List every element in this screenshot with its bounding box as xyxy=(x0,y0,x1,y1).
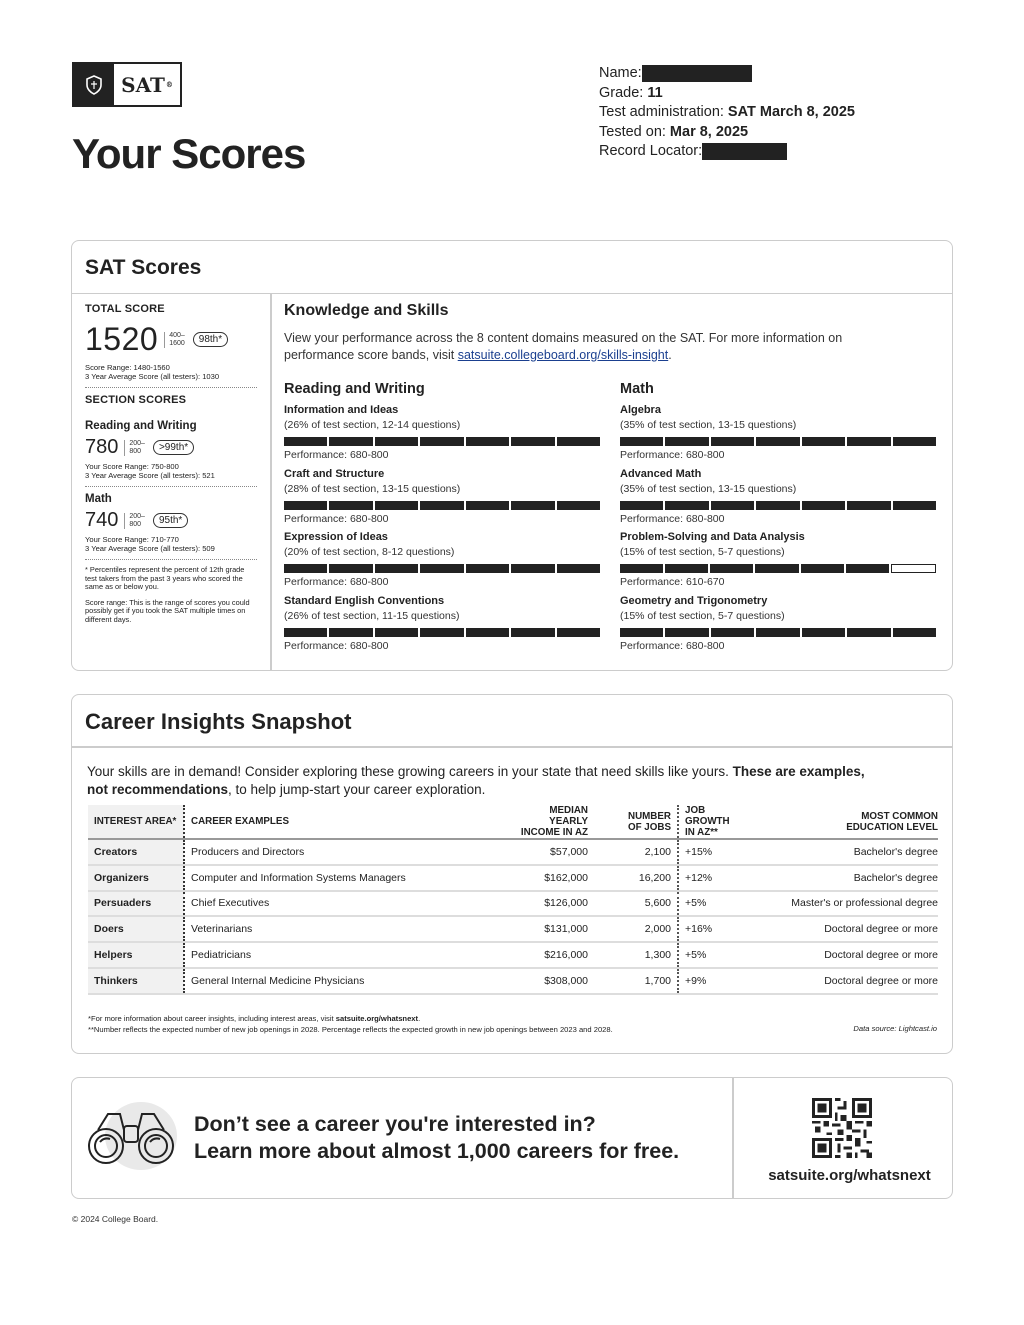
performance-bar-segment xyxy=(756,437,799,446)
career-insights-card xyxy=(71,694,953,1054)
skill-performance: Performance: 680-800 xyxy=(620,449,725,461)
performance-bar-segment xyxy=(420,628,463,637)
col-median-income: MEDIAN YEARLY INCOME IN AZ xyxy=(514,805,594,839)
score-range-footnote: Score range: This is the range of scores you could possibly get if you took the SAT multiple times on different days. xyxy=(85,597,250,624)
col-interest-area: INTEREST AREA* xyxy=(88,805,184,839)
performance-bar-segment xyxy=(375,564,418,573)
performance-bar-segment xyxy=(466,437,509,446)
performance-bar-segment xyxy=(802,501,845,510)
performance-bar-segment xyxy=(847,628,890,637)
performance-bar-segment xyxy=(711,628,754,637)
percentile-footnote: * Percentiles represent the percent of 12th grade test takers from the past 3 years who scored the same as or below you. xyxy=(85,565,245,591)
performance-bar xyxy=(620,501,936,510)
performance-bar-segment xyxy=(802,437,845,446)
skill-domain-weight: (26% of test section, 12-14 questions) xyxy=(284,419,461,431)
redacted-name xyxy=(642,65,752,82)
performance-bar-segment xyxy=(284,628,327,637)
avg-score-math: 3 Year Average Score (all testers): 509 xyxy=(85,544,215,553)
knowledge-skills-title: Knowledge and Skills xyxy=(284,302,449,319)
binoculars-icon xyxy=(84,1100,179,1175)
section-score-rw: 780 xyxy=(85,436,119,458)
math-domains-title: Math xyxy=(620,381,654,397)
performance-bar-segment xyxy=(755,564,798,573)
math-domain-list xyxy=(620,404,936,658)
skill-domain-weight: (15% of test section, 5-7 questions) xyxy=(620,546,785,558)
performance-bar-segment xyxy=(891,564,936,573)
col-education-level: MOST COMMON EDUCATION LEVEL xyxy=(748,805,938,839)
performance-bar-segment xyxy=(665,628,708,637)
skill-domain-name: Problem-Solving and Data Analysis xyxy=(620,531,805,543)
performance-bar-segment xyxy=(375,437,418,446)
performance-bar-segment xyxy=(466,501,509,510)
performance-bar-segment xyxy=(466,564,509,573)
total-score-row xyxy=(85,321,257,358)
performance-bar-segment xyxy=(665,501,708,510)
performance-bar xyxy=(284,437,600,446)
skill-performance: Performance: 680-800 xyxy=(284,639,389,652)
cell-income: $126,000 xyxy=(514,891,594,917)
career-table xyxy=(88,805,938,995)
performance-bar xyxy=(284,628,600,637)
performance-bar-segment xyxy=(420,437,463,446)
col-job-growth: JOB GROWTH IN AZ** xyxy=(678,805,748,839)
total-score-scale: 400– 1600 xyxy=(164,332,185,348)
cell-income: $131,000 xyxy=(514,916,594,942)
math-domains xyxy=(620,381,936,658)
col-number-of-jobs: NUMBER OF JOBS xyxy=(594,805,678,839)
performance-bar xyxy=(620,628,936,637)
performance-bar-segment xyxy=(620,564,663,573)
cell-growth: +16% xyxy=(678,916,748,942)
cell-edu: Bachelor's degree xyxy=(748,865,938,891)
cell-growth: +5% xyxy=(678,942,748,968)
performance-bar-segment xyxy=(284,501,327,510)
logo-wordmark: SAT ® xyxy=(121,72,173,97)
skill-domain-weight: (35% of test section, 13-15 questions) xyxy=(620,482,797,495)
performance-bar xyxy=(620,564,936,573)
cell-area: Doers xyxy=(88,916,184,942)
cell-career: General Internal Medicine Physicians xyxy=(184,968,514,994)
performance-bar-segment xyxy=(711,437,754,446)
section-scale-math: 200– 800 xyxy=(124,513,145,529)
col-career-examples: CAREER EXAMPLES xyxy=(184,805,514,839)
cell-area: Organizers xyxy=(88,865,184,891)
score-range-math: Your Score Range: 710-770 xyxy=(85,535,179,544)
performance-bar-segment xyxy=(620,628,663,637)
sat-scores-title: SAT Scores xyxy=(72,241,952,294)
skill-domain-weight: (15% of test section, 5-7 questions) xyxy=(620,609,785,622)
skill-domain-weight: (26% of test section, 11-15 questions) xyxy=(284,609,460,622)
scores-column xyxy=(72,294,272,670)
cell-growth: +5% xyxy=(678,891,748,917)
performance-bar-segment xyxy=(284,564,327,573)
cell-jobs: 2,000 xyxy=(594,916,678,942)
cell-growth: +12% xyxy=(678,865,748,891)
performance-bar-segment xyxy=(620,501,663,510)
skill-performance: Performance: 680-800 xyxy=(620,512,725,525)
career-table-body xyxy=(88,839,938,994)
name-row: Name: xyxy=(599,64,855,84)
career-footnotes xyxy=(88,1014,613,1035)
skill-domain-name: Craft and Structure xyxy=(284,467,385,480)
cell-edu: Doctoral degree or more xyxy=(748,968,938,994)
cell-career: Veterinarians xyxy=(184,916,514,942)
rw-domain-list xyxy=(284,404,600,658)
knowledge-skills-column xyxy=(284,294,939,670)
performance-bar-segment xyxy=(511,437,554,446)
qr-code-icon[interactable] xyxy=(812,1098,872,1158)
table-header-row xyxy=(88,805,938,839)
skill-performance: Performance: 680-800 xyxy=(284,576,389,588)
total-avg-score: 3 Year Average Score (all testers): 1030 xyxy=(85,372,220,381)
skill-performance: Performance: 680-800 xyxy=(620,639,725,652)
performance-bar xyxy=(620,437,936,446)
performance-bar-segment xyxy=(329,564,372,573)
performance-bar-segment xyxy=(711,501,754,510)
cell-area: Thinkers xyxy=(88,968,184,994)
skill-domain xyxy=(620,595,936,659)
performance-bar-segment xyxy=(375,628,418,637)
performance-bar xyxy=(284,501,600,510)
skill-domain xyxy=(620,531,936,595)
cell-career: Pediatricians xyxy=(184,942,514,968)
section-scale-rw: 200– 800 xyxy=(124,440,145,456)
cell-area: Creators xyxy=(88,839,184,865)
section-score-row-math xyxy=(85,509,257,532)
career-insights-title: Career Insights Snapshot xyxy=(72,695,952,748)
avg-score-rw: 3 Year Average Score (all testers): 521 xyxy=(85,471,215,480)
performance-bar-segment xyxy=(284,437,327,446)
performance-bar-segment xyxy=(557,628,600,637)
cell-income: $308,000 xyxy=(514,968,594,994)
total-score: 1520 xyxy=(85,321,159,357)
skill-domain-name: Geometry and Trigonometry xyxy=(620,594,768,607)
skills-insight-link[interactable]: satsuite.collegeboard.org/skills-insight xyxy=(457,347,669,362)
skills-columns xyxy=(284,381,939,658)
skill-domain xyxy=(620,468,936,532)
table-row xyxy=(88,891,938,917)
tested-row: Tested on: Mar 8, 2025 xyxy=(599,123,749,140)
table-row xyxy=(88,839,938,865)
cell-income: $57,000 xyxy=(514,839,594,865)
cell-jobs: 1,300 xyxy=(594,942,678,968)
table-row xyxy=(88,916,938,942)
skill-performance: Performance: 610-670 xyxy=(620,576,725,588)
locator-row: Record Locator: xyxy=(599,142,855,162)
performance-bar-segment xyxy=(511,564,554,573)
skill-domain xyxy=(284,531,600,595)
skill-domain-name: Expression of Ideas xyxy=(284,531,388,543)
divider xyxy=(85,387,257,388)
sat-logo xyxy=(72,62,182,107)
cell-career: Computer and Information Systems Managers xyxy=(184,865,514,891)
skill-domain-name: Information and Ideas xyxy=(284,404,399,416)
performance-bar-segment xyxy=(511,501,554,510)
performance-bar-segment xyxy=(802,628,845,637)
performance-bar-segment xyxy=(893,628,936,637)
percentile-badge-math: 95th* xyxy=(153,513,188,528)
cell-growth: +15% xyxy=(678,839,748,865)
performance-bar-segment xyxy=(557,437,600,446)
performance-bar-segment xyxy=(893,501,936,510)
cell-jobs: 2,100 xyxy=(594,839,678,865)
admin-row: Test administration: SAT March 8, 2025 xyxy=(599,104,855,120)
rw-domains xyxy=(284,381,600,658)
percentile-badge-rw: >99th* xyxy=(153,440,194,455)
performance-bar-segment xyxy=(620,437,663,446)
section-score-math: 740 xyxy=(85,509,119,531)
cell-jobs: 16,200 xyxy=(594,865,678,891)
table-row xyxy=(88,942,938,968)
grade-row: Grade: 11 xyxy=(599,84,663,101)
performance-bar-segment xyxy=(710,564,753,573)
performance-bar-segment xyxy=(756,628,799,637)
cta-message xyxy=(194,1111,679,1165)
performance-bar-segment xyxy=(375,501,418,510)
performance-bar-segment xyxy=(557,501,600,510)
performance-bar-segment xyxy=(329,501,372,510)
student-info xyxy=(599,64,855,162)
cell-edu: Doctoral degree or more xyxy=(748,916,938,942)
divider xyxy=(85,486,257,487)
performance-bar xyxy=(284,564,600,573)
cta-line-2: Learn more about almost 1,000 careers for free. xyxy=(194,1139,680,1163)
performance-bar-segment xyxy=(329,628,372,637)
sat-scores-card xyxy=(71,240,953,671)
cell-edu: Doctoral degree or more xyxy=(748,942,938,968)
skill-domain xyxy=(284,404,600,468)
skill-domain xyxy=(620,404,936,468)
section-score-row-rw xyxy=(85,436,257,459)
table-row xyxy=(88,865,938,891)
rw-domains-title: Reading and Writing xyxy=(284,381,425,397)
total-score-range: Score Range: 1480-1560 xyxy=(85,363,170,372)
performance-bar-segment xyxy=(511,628,554,637)
performance-bar-segment xyxy=(801,564,844,573)
cell-career: Producers and Directors xyxy=(184,839,514,865)
divider xyxy=(732,1078,734,1198)
cell-edu: Master's or professional degree xyxy=(748,891,938,917)
total-score-label: TOTAL SCORE xyxy=(85,303,165,315)
skill-domain-name: Algebra xyxy=(620,404,661,416)
cell-career: Chief Executives xyxy=(184,891,514,917)
skill-domain-name: Advanced Math xyxy=(620,467,702,480)
cell-growth: +9% xyxy=(678,968,748,994)
knowledge-skills-description: View your performance across the 8 content domains measured on the SAT. For more information on performance score bands, visit satsuite.collegeboard.org/skills-insight. xyxy=(284,331,843,362)
section-scores-label: SECTION SCORES xyxy=(85,394,187,406)
skill-domain-weight: (20% of test section, 8-12 questions) xyxy=(284,546,455,558)
career-footnote-1: *For more information about career insights, including interest areas, visit satsuite.org/whatsnext. xyxy=(88,1014,421,1023)
performance-bar-segment xyxy=(557,564,600,573)
performance-bar-segment xyxy=(329,437,372,446)
performance-bar-segment xyxy=(846,564,889,573)
performance-bar-segment xyxy=(893,437,936,446)
performance-bar-segment xyxy=(665,437,708,446)
cta-line-1: Don’t see a career you're interested in? xyxy=(194,1112,596,1136)
career-cta-card xyxy=(71,1077,953,1199)
skill-domain xyxy=(284,468,600,532)
career-footnote-2: **Number reflects the expected number of new job openings in 2028. Percentage reflects the expected growth in new job openings between 2023 and 2028. xyxy=(88,1024,613,1034)
performance-bar-segment xyxy=(847,501,890,510)
section-name-math: Math xyxy=(85,493,112,505)
data-source: Data source: Lightcast.io xyxy=(853,1024,937,1033)
career-intro: Your skills are in demand! Consider exploring these growing careers in your state that need skills like yours. These are examples, not recommendations, to help jump-start your career exploration. xyxy=(87,764,865,797)
performance-bar-segment xyxy=(420,501,463,510)
skill-domain-name: Standard English Conventions xyxy=(284,594,445,607)
cell-income: $216,000 xyxy=(514,942,594,968)
cell-jobs: 1,700 xyxy=(594,968,678,994)
shield-logo-icon xyxy=(74,64,114,105)
cell-income: $162,000 xyxy=(514,865,594,891)
skill-domain xyxy=(284,595,600,659)
divider xyxy=(85,559,257,560)
skill-performance: Performance: 680-800 xyxy=(284,512,389,525)
cell-area: Persuaders xyxy=(88,891,184,917)
performance-bar-segment xyxy=(420,564,463,573)
table-row xyxy=(88,968,938,994)
performance-bar-segment xyxy=(466,628,509,637)
skill-performance: Performance: 680-800 xyxy=(284,449,389,461)
performance-bar-segment xyxy=(756,501,799,510)
score-range-rw: Your Score Range: 750-800 xyxy=(85,462,179,471)
cell-edu: Bachelor's degree xyxy=(748,839,938,865)
copyright: © 2024 College Board. xyxy=(72,1214,159,1224)
cell-jobs: 5,600 xyxy=(594,891,678,917)
performance-bar-segment xyxy=(847,437,890,446)
page-title: Your Scores xyxy=(72,130,306,177)
skill-domain-weight: (35% of test section, 13-15 questions) xyxy=(620,419,797,431)
redacted-locator xyxy=(702,143,787,160)
section-name-rw: Reading and Writing xyxy=(85,420,197,432)
whatsnext-link[interactable]: satsuite.org/whatsnext xyxy=(768,1167,931,1184)
total-percentile-badge: 98th* xyxy=(193,332,228,347)
performance-bar-segment xyxy=(665,564,708,573)
cell-area: Helpers xyxy=(88,942,184,968)
skill-domain-weight: (28% of test section, 13-15 questions) xyxy=(284,482,461,495)
